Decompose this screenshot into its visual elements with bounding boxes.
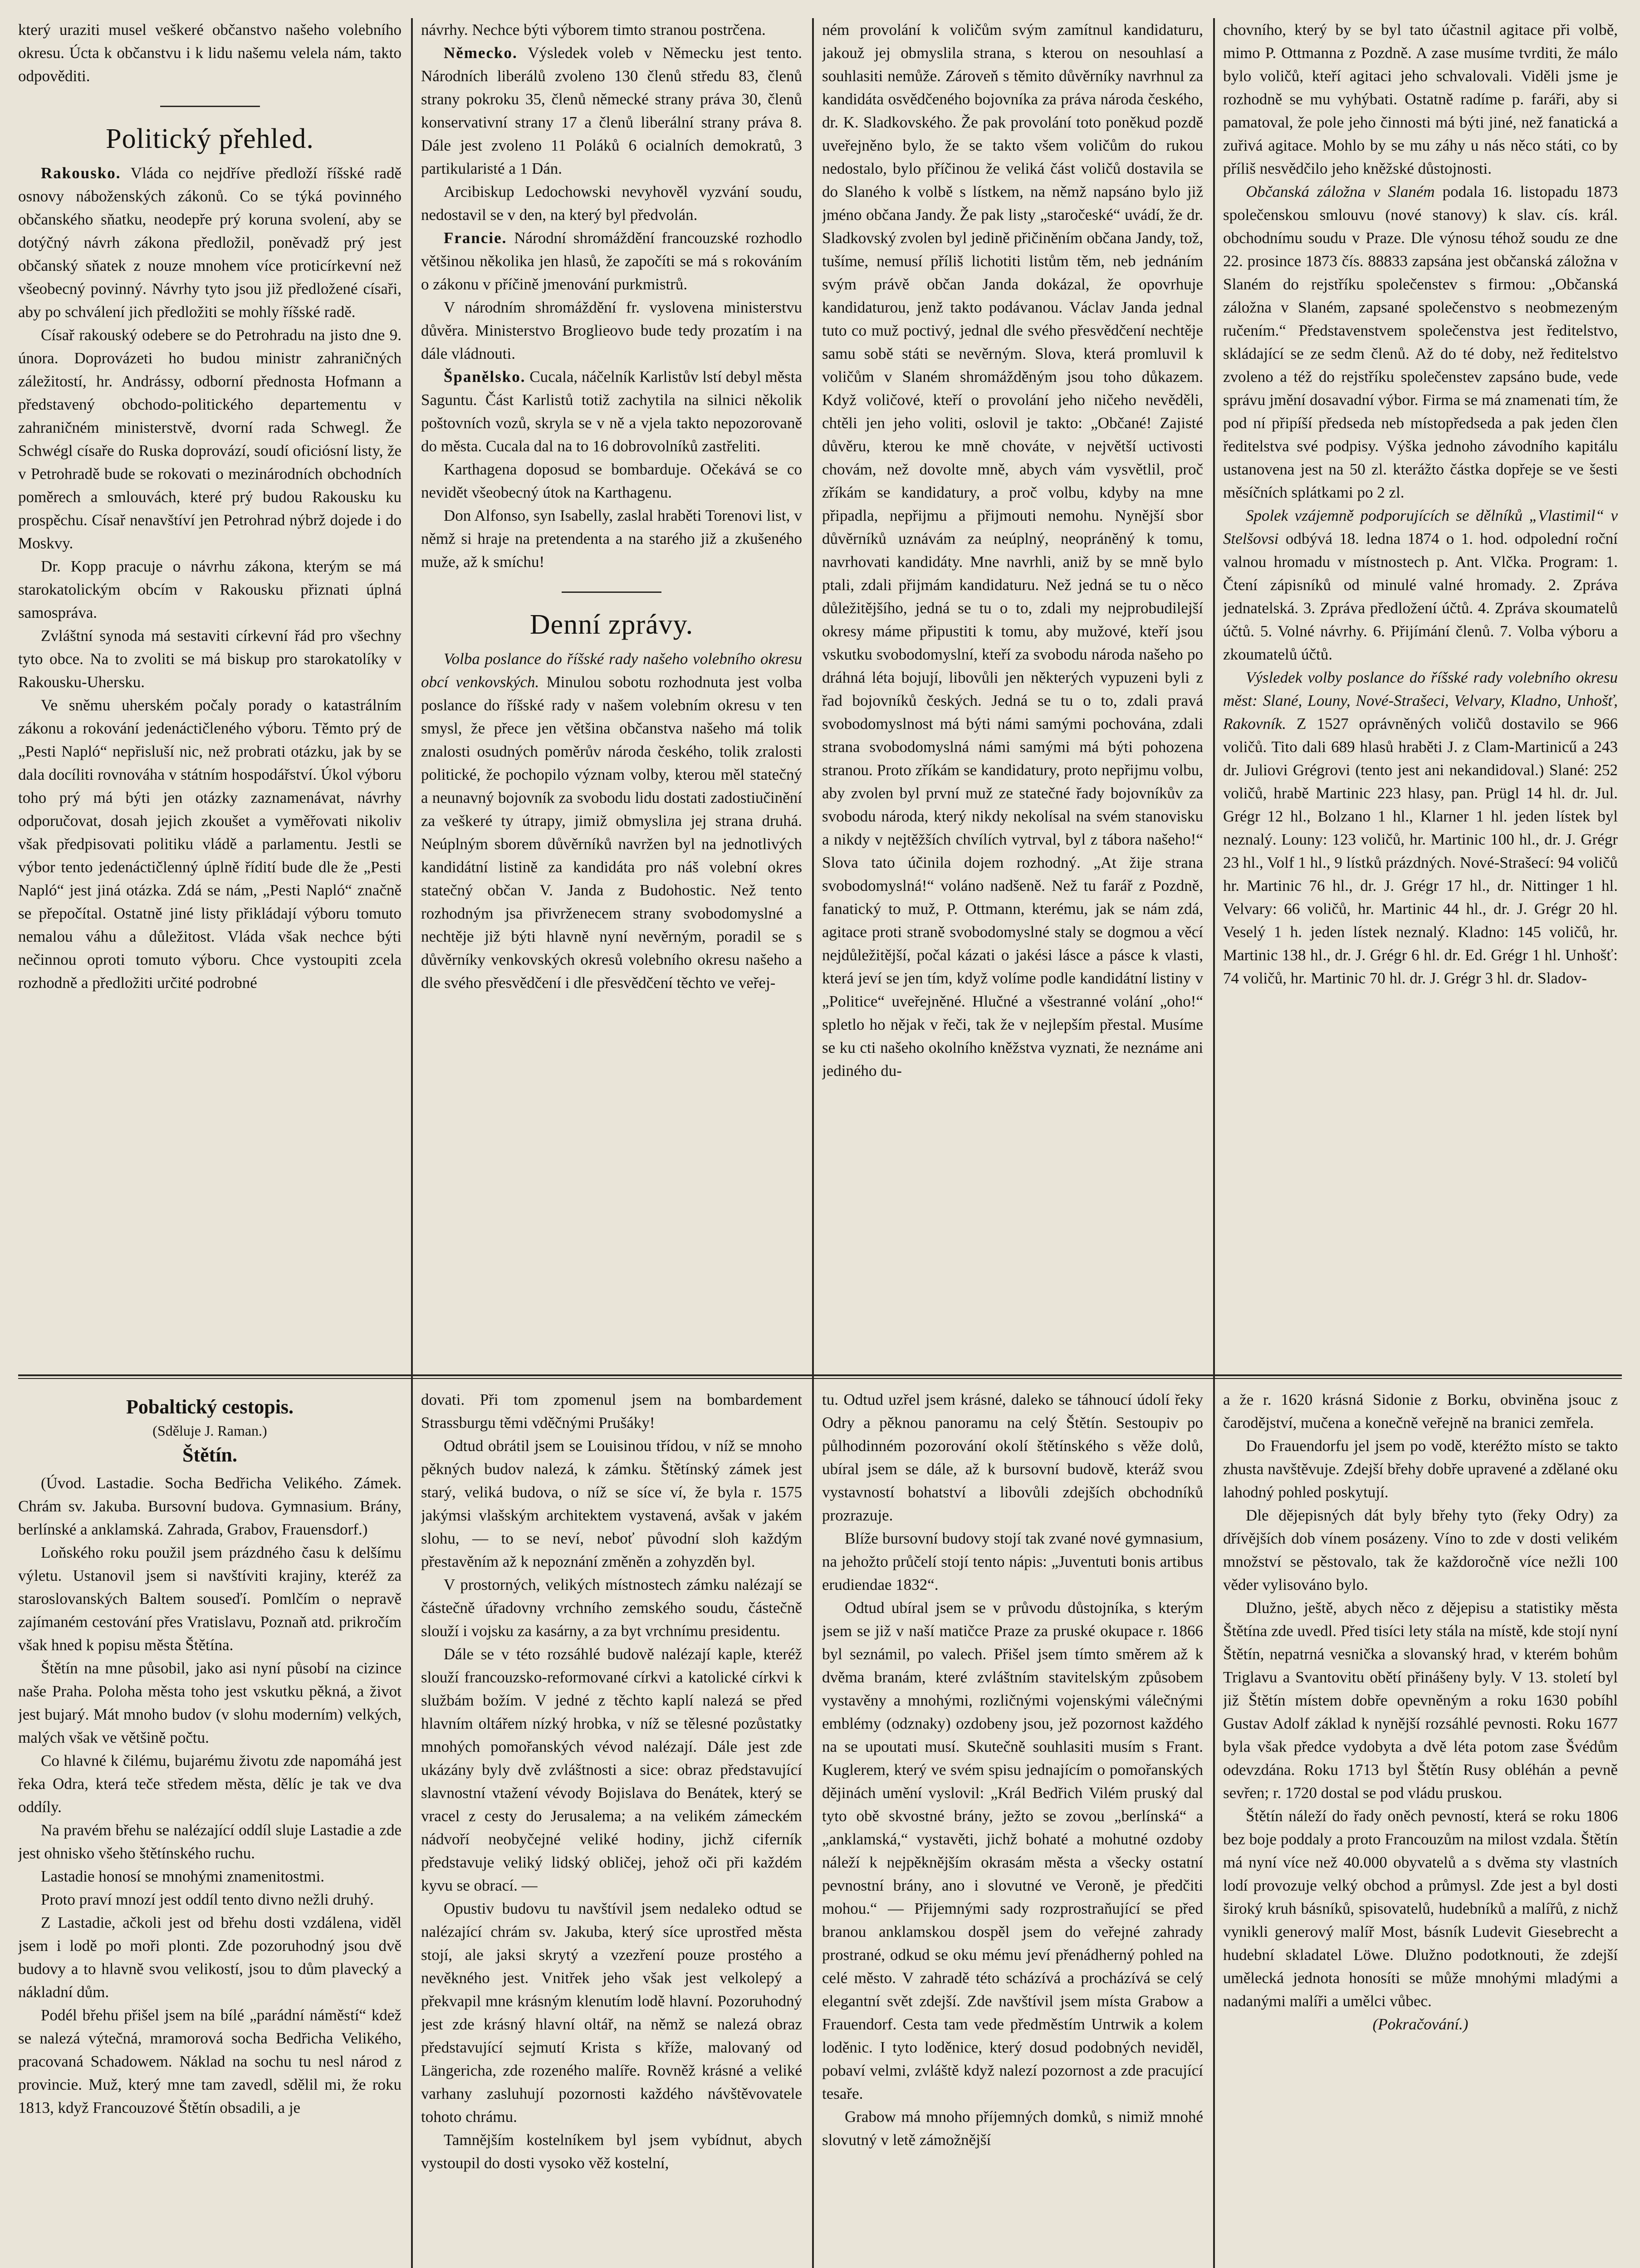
paragraph-text: Co hlavné k čilému, bujarému životu zde napomáhá jest řeka Odra, která teče středem města, dělíc je tak ve dva oddíly. [18,1752,401,1816]
paragraph [18,161,401,323]
paragraph [18,555,401,624]
column-divider [1213,18,1215,2268]
paragraph [18,1865,401,1888]
column-divider [411,18,413,2268]
italic-heading: Výsledek volby poslance do říšské rady volebního okresu měst: Slané, Louny, Nové-Strašeci, Velvary, Kladno, Unhošť, Rakovník. [1223,669,1618,733]
paragraph-text: Dlužno, ještě, abych něco z dějepisu a statistiky města Štětína zde uvedl. Před tisíci lety stála na místě, kde stojí nyní Štětín, nepatrná vesnička a slovanský hrad, v kterém bohům Triglavu a Svantovitu obětí přinášeny byly. V 13. století byl již Štětín místem dobře opevněným a roku 1630 pobíhl Gustav Adolf základ k nynější rozsáhlé pevnosti. Roku 1677 byla však předce vydobyta a dvě léta potom zase Švédům odevzdána. Roku 1713 byl Štětín Rusy obléhán a pevně sevřen; r. 1720 dostal se pod vládu pruskou. [1223,1599,1618,1802]
feuilleton-column-1 [18,1388,401,2268]
paragraph-text: Štětín na mne působil, jako asi nyní působí na cizince naše Praha. Poloha města toho jest vskutku pěkná, a život jest bujarý. Mát mnoho budov (v slohu moderním) velkých, malých však ve většině počtu. [18,1659,401,1746]
paragraph [822,1596,1203,2105]
paragraph [18,1471,401,1541]
paragraph [421,1642,802,1897]
paragraph [1223,2013,1618,2036]
country-keyword: Španělsko. [444,368,526,386]
section-title-politicky-prehled: Politický přehled. [106,123,314,154]
paragraph [421,180,802,226]
paragraph-text: Císař rakouský odebere se do Petrohradu na jisto dne 9. února. Doprovázeti ho budou ministr zahraničných záležitostí, hr. Andrássy, odborní přednosta Hofmann a představený obchodo-politického departementu v zahraničném ministerstvě, dvorní rada Schwegl. Že Schwégl císaře do Ruska doprovází, soudí oficiósní listy, že v Petrohradě bude se rokovati o mezinárodních obchodních poměrech a smlouvách, které prý budou Rakousku ku prospěchu. Císař nenavštíví jen Petrohrad nýbrž dojede i do Moskvy. [18,326,401,552]
paragraph-text: Podél břehu přišel jsem na bílé „parádní náměstí“ kdež se nalezá výtečná, mramorová socha Bedřicha Velikého, pracovaná Schadowem. Náklad na sochu tu nesl národ z provincie. Muž, který mne tam zavedl, sdělil mi, že roku 1813, když Francouzové Štětín obsadili, a je [18,2006,401,2116]
feuilleton-author: (Sděluje J. Raman.) [152,1422,267,1439]
paragraph-text: Tamnějším kostelníkem byl jsem vybídnut, abych vystoupil do dosti vysoko věž kostelní, [421,2131,802,2172]
paragraph-text: Odtud obrátil jsem se Louisinou třídou, v níž se mnoho pěkných budov nalezá, k zámku. Štětínský zámek jest starý, veliká budova, o níž se síce ví, že byla r. 1575 jakýmsi vlašským architektem vystavená, avšak v jakém slohu, — to se neví, neboť původní sloh každým přestavěním až k nepoznání změněn a zohyzděn byl. [421,1437,802,1570]
paragraph-text: chovního, který by se byl tato účastnil agitace při volbě, mimo P. Ottmanna z Pozdně. A zase musíme tvrditi, že málo bylo voličů, kteří agitaci jeho schvalovali. Viděli jsme je rozhodně se mu vyhýbati. Ostatně radíme p. faráři, aby si pamatoval, že pole jeho činnosti má býti jiné, než fanatická a zuřivá agitace. Mohlo by se mu záhy u nás něco státi, co by příliš nesvědčilo jeho kněžské důstojnosti. [1223,21,1618,177]
paragraph-text: Zvláštní synoda má sestaviti církevní řád pro všechny tyto obce. Na to zvoliti se má biskup pro starokatolíky v Rakousku-Uhersku. [18,627,401,691]
paragraph-text: Grabow má mnoho příjemných domků, s nimiž mnohé slovutný v letě zámožnější [822,2108,1203,2149]
paragraph [421,1388,802,1434]
local-news-paragraphs [1223,18,1618,990]
paragraph [1223,18,1618,180]
paragraph-text: (Úvod. Lastadie. Socha Bedřicha Velikého. Zámek. Chrám sv. Jakuba. Bursovní budova. Gymnasium. Brány, berlínské a anklamská. Zahrada, Grabov, Frauensdorf.) [18,1474,401,1538]
paragraph [421,226,802,296]
paragraph [18,1657,401,1749]
paragraph-text: Do Frauendorfu jel jsem po vodě, kteréžto místo se takto zhusta navštěvuje. Zdejší břehy dobře upravené a zdělané oku lahodný pohled poskytují. [1223,1437,1618,1501]
paragraph-text: Cucala, náčelník Karlistův lstí debyl města Saguntu. Část Karlistů totiž zachytila na silnici několik poštovních vozů, skryla se v ně a vjela takto nepozorovaně do města. Cucala dal na to 16 dobrovolníků zastřeliti. [421,368,802,455]
italic-heading: Občanská záložna v Slaném [1246,183,1435,200]
paragraph-text: dovati. Při tom zpomenul jsem na bombardement Strassburgu těmi vděčnými Prušáky! [421,1391,802,1432]
paragraph-text: Štětín náleží do řady oněch pevností, která se roku 1806 bez boje poddaly a proto Francouzům na milost vzdala. Štětín má nyní více než 40.000 obyvatelů a s dvěma sty vlastních lodí provozuje velký obchod a průmysl. Zde jest a byl dosti široký kruh básníků, spisovatelů, hudebníků a malířů, z nichž vynikli generový malíř Most, básník Ludevit Giesebrecht a hudební skladatel Löwe. Dlužno podotknouti, že zdejší umělecká jednota honosíti se může mnohými mladými a nadanými malíři a umělci vůbec. [1223,1807,1618,2010]
country-keyword: Německo. [444,44,518,62]
short-divider [562,591,661,593]
top-column-2 [421,18,802,1361]
paragraph-text: Karthagena doposud se bombarduje. Očekává se co nevidět všeobecný útok na Karthagenu. [421,460,802,501]
paragraph [18,1749,401,1818]
section-title-denni-zpravy: Denní zprávy. [529,609,694,640]
country-keyword: Francie. [444,229,507,247]
paragraph [18,624,401,694]
paragraph-text: Don Alfonso, syn Isabelly, zaslal hraběti Torenovi list, v němž si hraje na pretendenta a na starého již a zkušeného muže, až k smíchu! [421,507,802,571]
paragraph-text: Proto praví mnozí jest oddíl tento divno nežli druhý. [41,1891,374,1908]
paragraph [1223,1388,1618,1434]
feuilleton-column-2 [421,1388,802,2268]
election-lead-heading: Volba poslance do říšské rady našeho volebního okresu obcí venkovských. [421,650,802,691]
paragraph [822,18,1203,1082]
paragraph-text: Výsledek voleb v Německu jest tento. Národních liberálů zvoleno 130 členů středu 83, členů strany pokroku 35, členů německé strany práva 30, členů konservativní strany 17 a členů liberální strany práva 8. Dále jest zvoleno 11 Poláků 6 ocialních demokratů, 3 partikularisté a 1 Dán. [421,44,802,177]
feuilleton-column-3 [822,1388,1203,2268]
foreign-news-paragraphs [421,18,802,573]
paragraph [1223,1504,1618,1596]
paragraph-text: Dle dějepisných dát byly břehy tyto (řeky Odry) za dřívějších dob vínem posázeny. Víno to zde v dosti velikém množství se pěstovalo, tak že každoročně více nežli 100 věder vylisováno bylo. [1223,1506,1618,1593]
paragraph [421,18,802,41]
paragraph-text: ném provolání k voličům svým zamítnul kandidaturu, jakouž jej obmyslila strana, s kterou on nesouhlasí a souhlasiti nemůže. Zároveň s těmito důvěrníky navrhnul za kandidáta osvědčeného bojovníka za práva národa českého, dr. K. Sladkovského. Že pak provolání toto poněkud pozdě uveřejněno bylo, že se takto všem voličům do rukou nedostalo, bylo příčinou že veliká část voličů dostavila se do Slaného k volbě s lístkem, na němž napsáno bylo již jméno občana Jandy. Že pak listy „staročeské“ uvádí, že dr. Sladkovský zvolen byl jedině přičiněním občana Jandy, tož, tušíme, nemusí příliš lichotiti listům těm, neb jednáním svým právě občan Janda dokázal, že opovrhuje kandidaturou, jenž takto podávanou. Václav Janda jednal tuto co muž poctivý, jednal dle svého přesvědčení nechtěje samu sobě státi se nevěrným. Slova, která promluvil k voličům v Slaném shromážděným jsou toho důkazem. Když voličové, kteří o provolání jeho ničeho nevěděli, chtěli jen jeho voliti, oslovil je takto: „Občané! Zajisté důvěru, kterou ke mně chováte, v největší uctivosti chovám, než dovolte mně, abych vám vysvětlil, proč zříkám se kandidatury, a proč volbu, kdyby na mne připadla, nepřijmu a přijmouti nemohu. Nynější sbor důvěrníků uznávám za neúplný, neopráněný k tomu, navrhovati kandidáty. Mne navrhli, aniž by se mně bylo ptali, zdali přijmám kandidaturu. Než jedná se tu o něco důležitějšího, jedná se tu o to, zdali my nejprobudilejší okresy máme připustiti k tomu, aby mužové, kteří jsou vskutku svobodomyslní, kteří za svobodu národa našeho po dráhná léta bojují, libovůli jen některých vypuzeni byli z řad bojovníků českých. Jedná se tu o to, zdali pravá svobodomyslnost má býti námi samými pochována, zdali strana svobodomyslná námi samými má býti pohozena stranou. Proto zříkám se kandidatury, proto nepřijmu volbu, aby zvolen byl první muž ze statečné řady bojovníkův za svobodu národa, který nikdy nekolísal na svém stanovisku a nikdy v nejtěžších chvílích vytrval, byl z tábora našeho!“ Slova tato účinila dojem rozhodný. „At žije strana svobodomyslná!“ voláno nadšeně. Než tu farář z Pozdně, fanatický to muž, P. Ottmann, kterému, jak se nám zdá, agitace proti straně svobodomyslné staly se dogmou a věcí nejdůležitější, počal kázati o jakési lásce a pásce k vlasti, která jeví se jen tím, když volíme podle kandidátní listiny v „Politice“ uveřejněné. Hlučné a všestranné volání „oho!“ spletlo ho nějak v řeči, tak že v nejlepším přestal. Musíme se ku cti našeho okolního kněžstva vyznati, že neznáme ani jediného du- [822,21,1203,1080]
feuilleton-paragraphs-1 [18,1471,401,2119]
paragraph-text: Blíže bursovní budovy stojí tak zvané nové gymnasium, na jehožto průčelí stojí tento nápis: „Juventuti bonis artibus erudiendae 1832“. [822,1530,1203,1593]
feuilleton-paragraphs-2 [421,1388,802,2175]
paragraph [18,1818,401,1865]
short-divider [160,106,260,107]
paragraph [18,323,401,555]
italic-heading: Spolek vzájemně podporujících se dělníků „Vlastimil“ v Stelšovsi [1223,507,1618,547]
paragraph-text: tu. Odtud uzřel jsem krásné, daleko se táhnoucí údolí řeky Odry a pěknou panoramu na celý Štětín. Sestoupiv po půlhodinném pozorování okolí štětínského s věže dolů, ubíral jsem se dále, až k bursovní budově, kteráž svou vystavností bohatství a libovůli zdejších obchodníků prozrazuje. [822,1391,1203,1524]
paragraph [1223,1434,1618,1504]
paragraph [421,1434,802,1573]
paragraph [1223,1804,1618,2013]
paragraph-text: Ve sněmu uherském počaly porady o katastrálním zákonu a rokování jedenáctičleného výboru. Těmto prý de „Pesti Napló“ nepřisluší nic, než probrati otázku, jak by se dala docíliti rovnováha v státním hospodářství. Úkol výboru toho prý má býti jen otázky zaznamenávat, návrhy odporučovat, dosah jejich zkoušet a vyměřovati nikoliv však předpisovati politiku vládě a parlamentu. Jestli se výbor tento jedenáctičlenný úplně řídití bude dle že „Pesti Napló“ jest jiná otázka. Zdá se nám, „Pesti Napló“ značně se přepočítal. Ostatně jiné listy přikládají výboru tomuto nemalou váhu a důležitost. Vláda však nechce býti nečinnou oproti tomuto výboru. Chce vystoupiti zcela rozhodně a předložiti určité podrobné [18,696,401,992]
paragraph [822,1527,1203,1596]
paragraph [421,504,802,573]
paragraph-text: Opustiv budovu tu navštívil jsem nedaleko odtud se nalézající chrám sv. Jakuba, který síce uprostřed města stojí, ale jaksi skrytý a vzezření pouze prostého a nevěkného jest. Vnitřek jeho však jest velkolepý a překvapil mne krásným klenutím lodě hlavní. Pozoruhodný jest zde krásný hlavní oltář, na němž se nalezá obraz představující sejmutí Krista s kříže, malovaný od Längericha, zde rozeného malíře. Rovněž krásné a veliké varhany zasluhují pozornosti každého návštěvovatele tohoto chrámu. [421,1900,802,2126]
paragraph-text: návrhy. Nechce býti výborem timto stranou postrčena. [421,21,766,39]
politics-paragraphs [18,161,401,994]
paragraph-text: V prostorných, velikých místnostech zámku nalézají se částečně úřadovny vrchního zemského soudu, částečně slouží i vojsku za kasárny, a za byt vrchnímu presidentu. [421,1576,802,1640]
paragraph-text: Vláda co nejdříve předloží říšské radě osnovy náboženských zákonů. Co se týká povinného občanského sňatku, neodepře prý koruna svolení, aby se dotýčný návrh zákona předložil, poněvadž prý jest občanský sňatek z nouze mnohem více proticírkevní než všeobecný povinný. Návrhy tyto jsou již předložené císaři, aby po schválení jich předložiti se mohly říšské radě. [18,164,401,321]
feuilleton-divider-second [18,1378,1622,1379]
paragraph-text: Národní shromáždění francouzské rozhodlo většinou několika jen hlasů, že započíti se má s rokováním o zákonu v příčině jmenování purkmistrů. [421,229,802,293]
paragraph-text: Z Lastadie, ačkoli jest od břehu dosti vzdálena, viděl jsem i lodě po moři plonti. Zde pozoruhodný jsou dvě budovy a to hlavně svou velikostí, jsou to dům plavecký a nákladní dům. [18,1914,401,2001]
top-column-1 [18,18,401,1361]
paragraph-text: Odtud ubíral jsem se v průvodu důstojníka, s kterým jsem se již v naší matičce Praze za pruské okupace r. 1866 byl seznámil, po valech. Přišel jsem tímto směrem až k dvěma branám, které zvláštním stavitelským způsobem vystavěny a mnohými, rozličnými vojenskými válečnými emblémy (odznaky) ozdobeny jsou, jež pozornost každého na se upoutati musí. Skutečně souhlasiti musím s Frant. Kuglerem, který ve svém spisu jednajícím o pomořanských dějinách umění vyslovil: „Král Bedřich Vilém pruský dal tyto obě skvostné brány, ježto se zovou „berlínská“ a „anklamská,“ vystavěti, jichž bohaté a mohutné ozdoby náleží k nejpěknějším okrasám města a všecky ostatní pevnostní brány, ano i slovutné ve Veroně, je předčiti mohou.“ — Přijemnými sady rozprostraňující se před branou anklamskou dospěl jsem do veřejné zahrady prostrané, odkud se oku mému jeví přenádherný pohled na celé město. V zahradě této scházívá a procházívá se celý elegantní svět zdejší. Zde navštívil jsem místa Grabow a Frauendorf. Cesta tam vede předměstím Untrwik a kolem loděnic. I tyto loděnice, který dosud podobných neviděl, pobaví velmi, zvláště když nalezí pozornost a zde pracující tesaře. [822,1599,1203,2102]
paragraph-text: Lastadie honosí se mnohými znamenitostmi. [41,1867,325,1885]
paragraph-text: Na pravém břehu se nalézající oddíl sluje Lastadie a zde jest ohnisko všeho štětínského ruchu. [18,1821,401,1862]
paragraph [18,694,401,994]
paragraph [18,1888,401,1911]
paragraph [1223,180,1618,504]
feuilleton-paragraphs-3 [822,1388,1203,2151]
paragraph [421,41,802,180]
paragraph [421,458,802,504]
intro-paragraph: který uraziti musel veškeré občanstvo našeho volebního okresu. Úcta k občanstvu i k lidu našemu velela nám, takto odpověditi. [18,21,401,85]
paragraph [421,365,802,458]
paragraph-text: Arcibiskup Ledochowski nevyhověl vyzvání soudu, nedostavil se v den, na který byl předvolán. [421,183,802,224]
feuilleton-title: Pobaltický cestopis. [126,1396,294,1418]
paragraph-text: Loňského roku použil jsem prázdného času k delšímu výletu. Ustanovil jsem si navštíviti krajiny, kteréž za staroslovanských Baltem souseďí. Pomlčím o nepravě zajímaném cestování přes Vratislavu, Poznaň atd. prikročím však hned k popisu města Štětína. [18,1544,401,1654]
paragraph-text: podala 16. listopadu 1873 společenskou smlouvu (nové stanovy) k slav. cís. král. obchodnímu soudu v Praze. Dle výnosu téhož soudu ze dne 22. prosince 1873 čís. 88833 zapsána jest občanská záložna v Slaném do rejstříku společenstev s firmou: „Občanská záložna v Slaném, zapsané společenstvo s neobmezeným ručením.“ Představenstvem společenstva jest ředitelstvo, skládající se ze sedm členů. Až do té doby, než ředitelstvo zvoleno a též do rejstříku společenstev zapsáno bude, vede správu jmění dosavadní výbor. Firma se má znamenati tím, že pod ní připíší předseda neb místopředseda a pak jeden člen ředitelstva své podpisy. Výška jednoho závodního kapitálu ustanovena jest na 50 zl. kterážto částka dopřeje se ve šesti měsíčních splátkami po 2 zl. [1223,183,1618,501]
top-column-4 [1223,18,1618,1361]
paragraph [1223,666,1618,990]
top-column-3 [822,18,1203,1361]
election-lead-text: Minulou sobotu rozhodnuta jest volba poslance do říšské rady v našem volebním okresu v ten smysl, že přece jen většina občanstva našeho má tolik znalosti osudných poměrův národa českého, tolik zralosti politické, že pochopilo význam volby, kterou měl statečný a neunavný bojovník za svobodu lidu dostati zadostiučinění za veškeré ty útrapy, jimiž obmysliла jej strana druhá. Neúplným sborem důvěrníků navržen byl na jednotlivých kandidátní listině za kandidáta pro náš volební okres statečný občan V. Janda z Budohostic. Než tento rozhodným jsa přivrženecem strany svobodomyslné a nechtěje již býti hlavně nyní nevěrným, poradil se s důvěrníky venkovských okresů volebního okresu našeho a dle svého přesvědčení i dle přesvědčení těchto ve veřej- [421,673,802,992]
election-lead-paragraph [421,647,802,994]
paragraph-text: V národním shromáždění fr. vyslovena ministerstvu důvěra. Ministerstvo Broglieovo bude tedy prozatím i na dále vládnouti. [421,298,802,362]
paragraph [18,1541,401,1657]
paragraph-text: a že r. 1620 krásná Sidonie z Borku, obviněna jsouc z čarodějství, mučena a konečně veřejně na branici zemřela. [1223,1391,1618,1432]
paragraph [421,1897,802,2128]
paragraph [18,1911,401,2004]
feuilleton-paragraphs-4 [1223,1388,1618,2036]
country-keyword: Rakousko. [41,164,121,182]
paragraph-text: Z 1527 oprávněných voličů dostavilo se 966 voličů. Tito dali 689 hlasů hraběti J. z Clam-Martinicű a 243 dr. Juliovi Grégrovi (tento jest ani nekandidoval.) Slané: 252 voličů, hrabě Martinic 223 hlasy, pan. Prügl 14 hl. dr. Jul. Grégr 12 hl., Bolzano 1 hl., Klarner 1 hl. jeden lístek byl neznalý. Louny: 123 voličů, hr. Martinic 100 hl., dr. J. Grégr 23 hl., Volf 1 hl., 9 lístků prázdných. Nové-Strašecí: 94 voličů hr. Martinic 76 hl., dr. J. Grégr 17 hl., dr. Nittinger 1 hl. Velvary: 66 voličů, hr. Martinic 44 hl., dr. J. Grégr 20 hl. Veselý 1 h. jeden lístek neznalý. Kladno: 145 voličů, hr. Martinic 138 hl., dr. J. Grégr 6 hl. dr. Ed. Grégr 1 hl. Unhošť: 74 voličů, hr. Martinic 70 hl. dr. J. Grégr 3 hl. dr. Sladov- [1223,715,1618,987]
paragraph-text: odbývá 18. ledna 1874 o 1. hod. odpolední roční valnou hromadu v místnostech p. Ant. Vlčka. Program: 1. Čtení zápisníků od minulé valné hromady. 2. Zpráva jednatelská. 3. Zpráva předložení účtů. 4. Zpráva skoumatelů účtů. 5. Volné návrhy. 6. Přijímání členů. 7. Volba výboru a zkoumatelů účtů. [1223,530,1618,663]
paragraph [421,2128,802,2175]
feuilleton-column-4 [1223,1388,1618,2268]
paragraph [1223,1596,1618,1804]
column-divider [812,18,814,2268]
paragraph [1223,504,1618,666]
paragraph [18,2004,401,2119]
paragraph [822,1388,1203,1527]
paragraph-text: Dr. Kopp pracuje o návrhu zákona, kterým se má starokatolickým obcím v Rakousku přiznati úplná samospráva. [18,557,401,621]
paragraph-text: Dále se v této rozsáhlé budově nalézají kaple, kteréž slouží francouzsko-reformované církvi a katolické církvi k službám božím. V jedné z těchto kaplí nalezá se před hlavním oltářem nízký hrobka, v níž se tělesné pozůstatky mnohých pomořanských vévod nalézají. Dále jest zde ukázány byly dvě zvláštnosti a sice: obraz představující slavnostní vtažení vévody Bojislava do Benátek, který se vracel z cesty do Jerusalema; a na velikém zámeckém nádvoří neobyčejné veliké hodiny, jichž ciferník představuje veliký lidský obličej, jehož oči při každém kyvu se obrací. — [421,1645,802,1894]
feuilleton-place: Štětín. [182,1444,237,1466]
paragraph [421,296,802,365]
paragraph [822,2105,1203,2151]
paragraph [421,1573,802,1642]
election-continued-paragraphs [822,18,1203,1082]
feuilleton-divider [18,1374,1622,1376]
newspaper-page [18,18,1622,2268]
paragraph-text: (Pokračování.) [1372,2015,1469,2033]
